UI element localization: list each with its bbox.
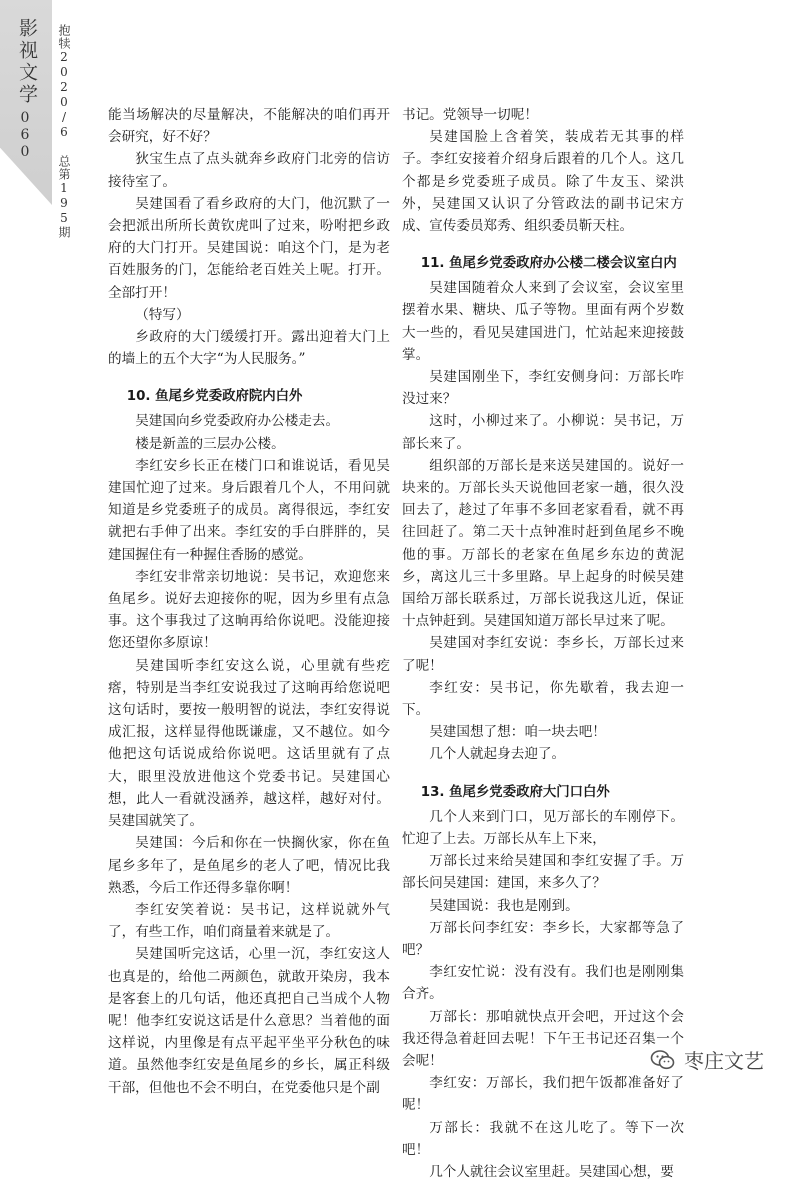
paragraph: 楼是新盖的三层办公楼。 [135,435,285,452]
paragraph: 这时，小柳过来了。小柳说：吴书记，万部长来了。 [402,413,684,452]
paragraph: 吴建国说：我也是刚到。 [429,897,579,914]
right-column [402,104,684,1183]
paragraph: 吴建国随着众人来到了会议室，会议室里摆着水果、糖块、瓜子等物。里面有两个岁数大一些的，看见吴建国进门，忙站起来迎接鼓掌。 [402,280,684,363]
paragraph: 吴建国向乡党委政府办公楼走去。 [135,413,340,430]
scene-heading: 11. 鱼尾乡党委政府办公楼二楼会议室白内 [420,256,677,272]
paragraph: 狄宝生点了点头就奔乡政府门北旁的信访接待室了。 [108,151,390,190]
paragraph: 万部长问李红安：李乡长，大家都等急了吧？ [402,919,684,958]
paragraph: 李红安非常亲切地说：吴书记，欢迎您来鱼尾乡。说好去迎接你的呢，因为乡里有点急事。这个事我过了这晌再给你说吧。没能迎接您还望你多原谅！ [108,568,390,652]
paragraph: 吴建国想了想：咱一块去吧！ [429,724,606,741]
paragraph: 吴建国脸上含着笑，装成若无其事的样子。李红安接着介绍身后跟着的几个人。这几个都是乡党委班子成员。除了牛友玉、梁洪外，吴建国又认识了分管政法的副书记宋方成、宣传委员郑秀、组织委员靳天柱。 [402,129,684,235]
paragraph: 书记。党领导一切呢！ [402,107,538,123]
scene-heading: 13. 鱼尾乡党委政府大门口白外 [420,784,610,800]
paragraph: 李红安：吴书记，你先歇着，我去迎一下。 [402,679,684,719]
paragraph: 吴建国看了看乡政府的大门，他沉默了一会把派出所所长黄钦虎叫了过来，吩咐把乡政府的大门打开。吴建国说：咱这个门，是为老百姓服务的门，怎能给老百姓关上呢。打开。全部打开！ [108,195,390,301]
paragraph: 乡政府的大门缓缓打开。露出迎着大门上的墙上的五个大字“为人民服务。” [108,329,390,368]
left-column [108,104,390,1099]
issue-info: 抱犊2020/6 总第195期 [57,24,71,239]
paragraph: 吴建国听完这话，心里一沉，李红安这人也真是的，给他二两颜色，就敢开染房，我本是客套上的几句话，他还真把自己当成个人物呢！他李红安说这话是什么意思？当着他的面这样说，内里像是有点平起平坐平分秋色的味道。虽然他李红安是鱼尾乡的乡长，属正科级干部，但他也不会不明白，在党委他只是个副 [108,946,390,1096]
paragraph: 几个人就起身去迎了。 [429,746,566,763]
paragraph: （特写） [135,306,190,323]
watermark-text: 枣庄文艺 [684,1049,764,1073]
page-number: 060 [17,110,33,161]
paragraph: 吴建国：今后和你在一快搁伙家，你在鱼尾乡多年了，是鱼尾乡的老人了吧，情况比我熟悉，今后工作还得多靠你啊！ [108,835,390,896]
paragraph: 几个人就往会议室里赶。吴建国心想，要 [429,1163,674,1180]
magazine-title: 影视文学 [16,18,38,106]
paragraph: 万部长过来给吴建国和李红安握了手。万部长问吴建国：建国，来多久了？ [402,853,684,892]
paragraph: 几个人来到门口，见万部长的车刚停下。忙迎了上去。万部长从车上下来， [402,808,684,847]
paragraph: 吴建国听李红安这么说，心里就有些疙瘩，特别是当李红安说我过了这晌再给您说吧这句话时，要按一般明智的说法，李红安得说成汇报，这样显得他既谦虚，又不越位。如今他把这句话说成给你说吧。这话里就有了点大，眼里没放进他这个党委书记。吴建国心想，此人一看就没涵养，越这样，越好对付。吴建国就笑了。 [108,657,390,830]
scene-heading: 10. 鱼尾乡党委政府院内白外 [126,389,303,405]
paragraph: 吴建国对李红安说：李乡长，万部长过来了呢！ [402,635,684,674]
watermark [650,1045,764,1074]
paragraph: 组织部的万部长是来送吴建国的。说好一块来的。万部长头天说他回老家一趟，很久没回去了，趁过了年事不多回老家看看，就不再往回赶了。第二天十点钟准时赶到鱼尾乡不晚他的事。万部长的老家在鱼尾乡东边的黄泥乡，离这儿三十多里路。早上起身的时候吴建国给万部长联系过，万部长说我这儿近，保证十点钟赶到。吴建国知道万部长早过来了呢。 [402,457,684,630]
wechat-icon [650,1047,676,1073]
paragraph: 李红安乡长正在楼门口和谁说话，看见吴建国忙迎了过来。身后跟着几个人，不用问就知道是乡党委班子的成员。离得很远，李红安就把右手伸了出来。李红安的手白胖胖的，吴建国握住有一种握住香肠的感觉。 [108,457,390,563]
paragraph: 万部长：我就不在这儿吃了。等下一次吧！ [402,1119,684,1158]
paragraph: 李红安笑着说：吴书记，这样说就外气了，有些工作，咱们商量着来就是了。 [108,901,390,941]
paragraph: 李红安：万部长，我们把午饭都准备好了呢！ [402,1075,684,1114]
paragraph: 李红安忙说：没有没有。我们也是刚刚集合齐。 [402,964,684,1003]
paragraph: 吴建国刚坐下，李红安侧身问：万部长咋没过来？ [402,369,684,408]
paragraph: 万部长：那咱就快点开会吧，开过这个会我还得急着赶回去呢！下午王书记还召集一个会呢！ [402,1008,684,1069]
paragraph: 能当场解决的尽量解决，不能解决的咱们再开会研究，好不好？ [108,107,390,146]
